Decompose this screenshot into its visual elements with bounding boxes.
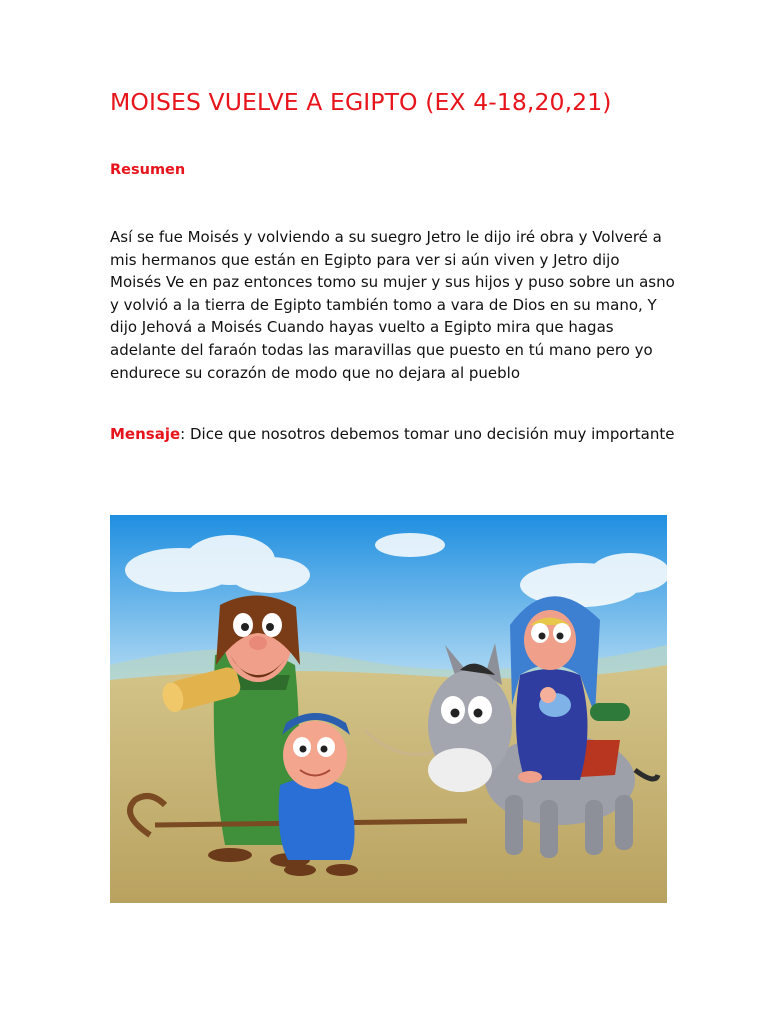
summary-line: endurece su corazón de modo que no dejara al pueblo	[110, 363, 521, 382]
message-label: Mensaje	[110, 425, 181, 443]
summary-line: adelante del faraón todas las maravillas que puesto en tú mano pero yo	[110, 340, 653, 359]
summary-heading: Resumen	[110, 162, 186, 178]
summary-line: mis hermanos que están en Egipto para ver si aún viven y Jetro dijo	[110, 250, 620, 269]
message-colon: :	[180, 425, 186, 443]
illustration-svg	[110, 515, 667, 903]
summary-paragraph	[110, 226, 675, 384]
summary-line: y volvió a la tierra de Egipto también tomo a vara de Dios en su mano, Y	[110, 295, 657, 314]
summary-line: dijo Jehová a Moisés Cuando hayas vuelto a Egipto mira que hagas	[110, 318, 614, 337]
message-paragraph	[110, 425, 674, 443]
message-text: Dice que nosotros debemos tomar uno decisión muy importante	[185, 425, 675, 443]
moses-family-illustration	[110, 515, 667, 903]
summary-line: Así se fue Moisés y volviendo a su suegro Jetro le dijo iré obra y Volveré a	[110, 228, 662, 246]
summary-line: Moisés Ve en paz entonces tomo su mujer y sus hijos y puso sobre un asno	[110, 273, 675, 292]
page-title: MOISES VUELVE A EGIPTO (EX 4-18,20,21)	[110, 88, 612, 116]
